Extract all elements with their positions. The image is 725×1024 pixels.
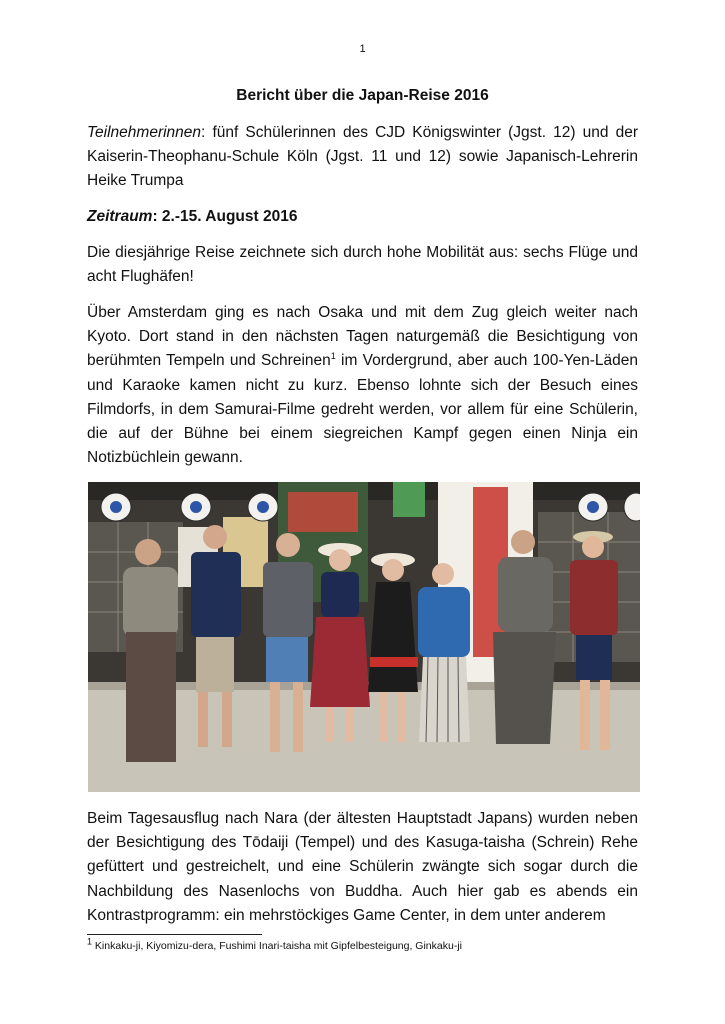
nara-paragraph: Beim Tagesausflug nach Nara (der ältesten Hauptstadt Japans) wurden neben der Besichtigung des Tōdaiji (Tempel) und des Kasuga-taisha (Schrein) Rehe gefüttert und gestreichelt, und eine Schülerin zwängte sich sogar durch die Nachbildung des Nasenlochs von Buddha. Auch hier gab es abends ein Kontrastprogramm: ein mehrstöckiges Game Center, in dem unter anderem <box>87 810 638 924</box>
participants-text: : fünf Schülerinnen des CJD Königswinter (Jgst. 12) und der Kaiserin-Theophanu-Schule Köln (Jgst. 11 und 12) sowie Japanisch-Lehrerin Heike Trumpa <box>87 124 638 190</box>
participants-paragraph <box>87 121 638 194</box>
page-number: 1 <box>359 43 366 55</box>
kyoto-text-before: Über Amsterdam ging es nach Osaka und mit dem Zug gleich weiter nach Kyoto. Dort stand in den nächsten Tagen naturgemäß die Besichtigung von berühmten Tempeln und Schreinen <box>87 304 638 370</box>
kyoto-text-after: im Vordergrund, aber auch 100-Yen-Läden und Karaoke kamen nicht zu kurz. Ebenso lohnte sich der Besuch eines Filmdorfs, in dem Samurai-Filme gedreht werden, vor allem für eine Schülerin, die auf der Bühne bei einem siegreichen Kampf gegen einen Ninja ein Notizbüchlein gewann. <box>87 352 638 467</box>
period-label: Zeitraum <box>87 208 153 225</box>
kyoto-paragraph <box>87 301 638 470</box>
footnote-marker: 1 <box>87 936 93 947</box>
group-photo-illustration <box>88 482 640 792</box>
footnote <box>87 936 647 952</box>
mobility-paragraph: Die diesjährige Reise zeichnete sich durch hohe Mobilität aus: sechs Flüge und acht Flughäfen! <box>87 244 638 286</box>
footnote-reference: 1 <box>330 351 336 362</box>
report-title: Bericht über die Japan-Reise 2016 <box>236 87 489 104</box>
participants-label: Teilnehmerinnen <box>87 124 202 141</box>
period-paragraph <box>87 205 638 229</box>
footnote-text: Kinkaku-ji, Kiyomizu-dera, Fushimi Inari-taisha mit Gipfelbesteigung, Ginkaku-ji <box>92 940 462 952</box>
group-photo <box>88 482 640 792</box>
footnote-separator <box>87 934 262 935</box>
period-text: : 2.-15. August 2016 <box>152 208 298 225</box>
